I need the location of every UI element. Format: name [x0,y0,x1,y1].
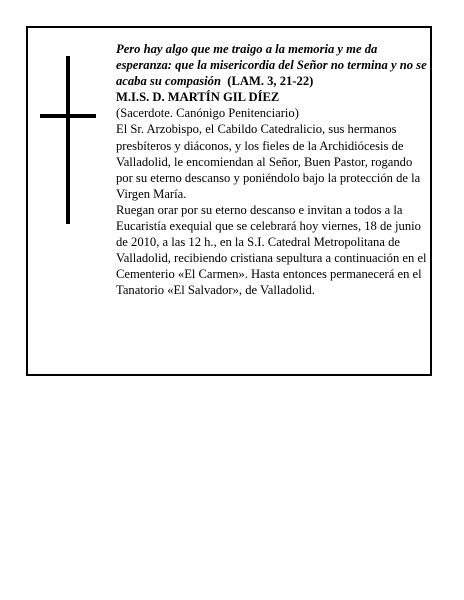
deceased-name: M.I.S. D. MARTÍN GIL DÍEZ [116,90,280,105]
cross-icon [40,56,96,224]
cross-vertical-bar [66,56,70,224]
paragraph-commendation: El Sr. Arzobispo, el Cabildo Catedralicio, sus hermanos presbíteros y diáconos, y los fieles de la Archidiócesis de Valladolid, le encomiendan al Señor, Buen Pastor, rogando por su eterno descanso y poniéndolo bajo la protección de la Virgen María. [116,122,421,201]
quote-text: Pero hay algo que me traigo a la memoria y me da esperanza: que la misericordia del Señor no termina y no se acaba su compasión [116,42,427,89]
notice-body [116,41,430,299]
obituary-notice [26,26,432,376]
quote-reference: (LAM. 3, 21-22) [227,74,314,89]
bible-quote [116,41,430,89]
cross-horizontal-bar [40,114,96,118]
paragraph-funeral-details: Ruegan orar por su eterno descanso e invitan a todos a la Eucaristía exequial que se celebrará hoy viernes, 18 de junio de 2010, a las 12 h., en la S.I. Catedral Metropolitana de Valladolid, recibiendo cristiana sepultura a continuación en el Cementerio «El Carmen». Hasta entonces permanecerá en el Tanatorio «El Salvador», de Valladolid. [116,202,427,298]
deceased-title: (Sacerdote. Canónigo Penitenciario) [116,106,299,121]
